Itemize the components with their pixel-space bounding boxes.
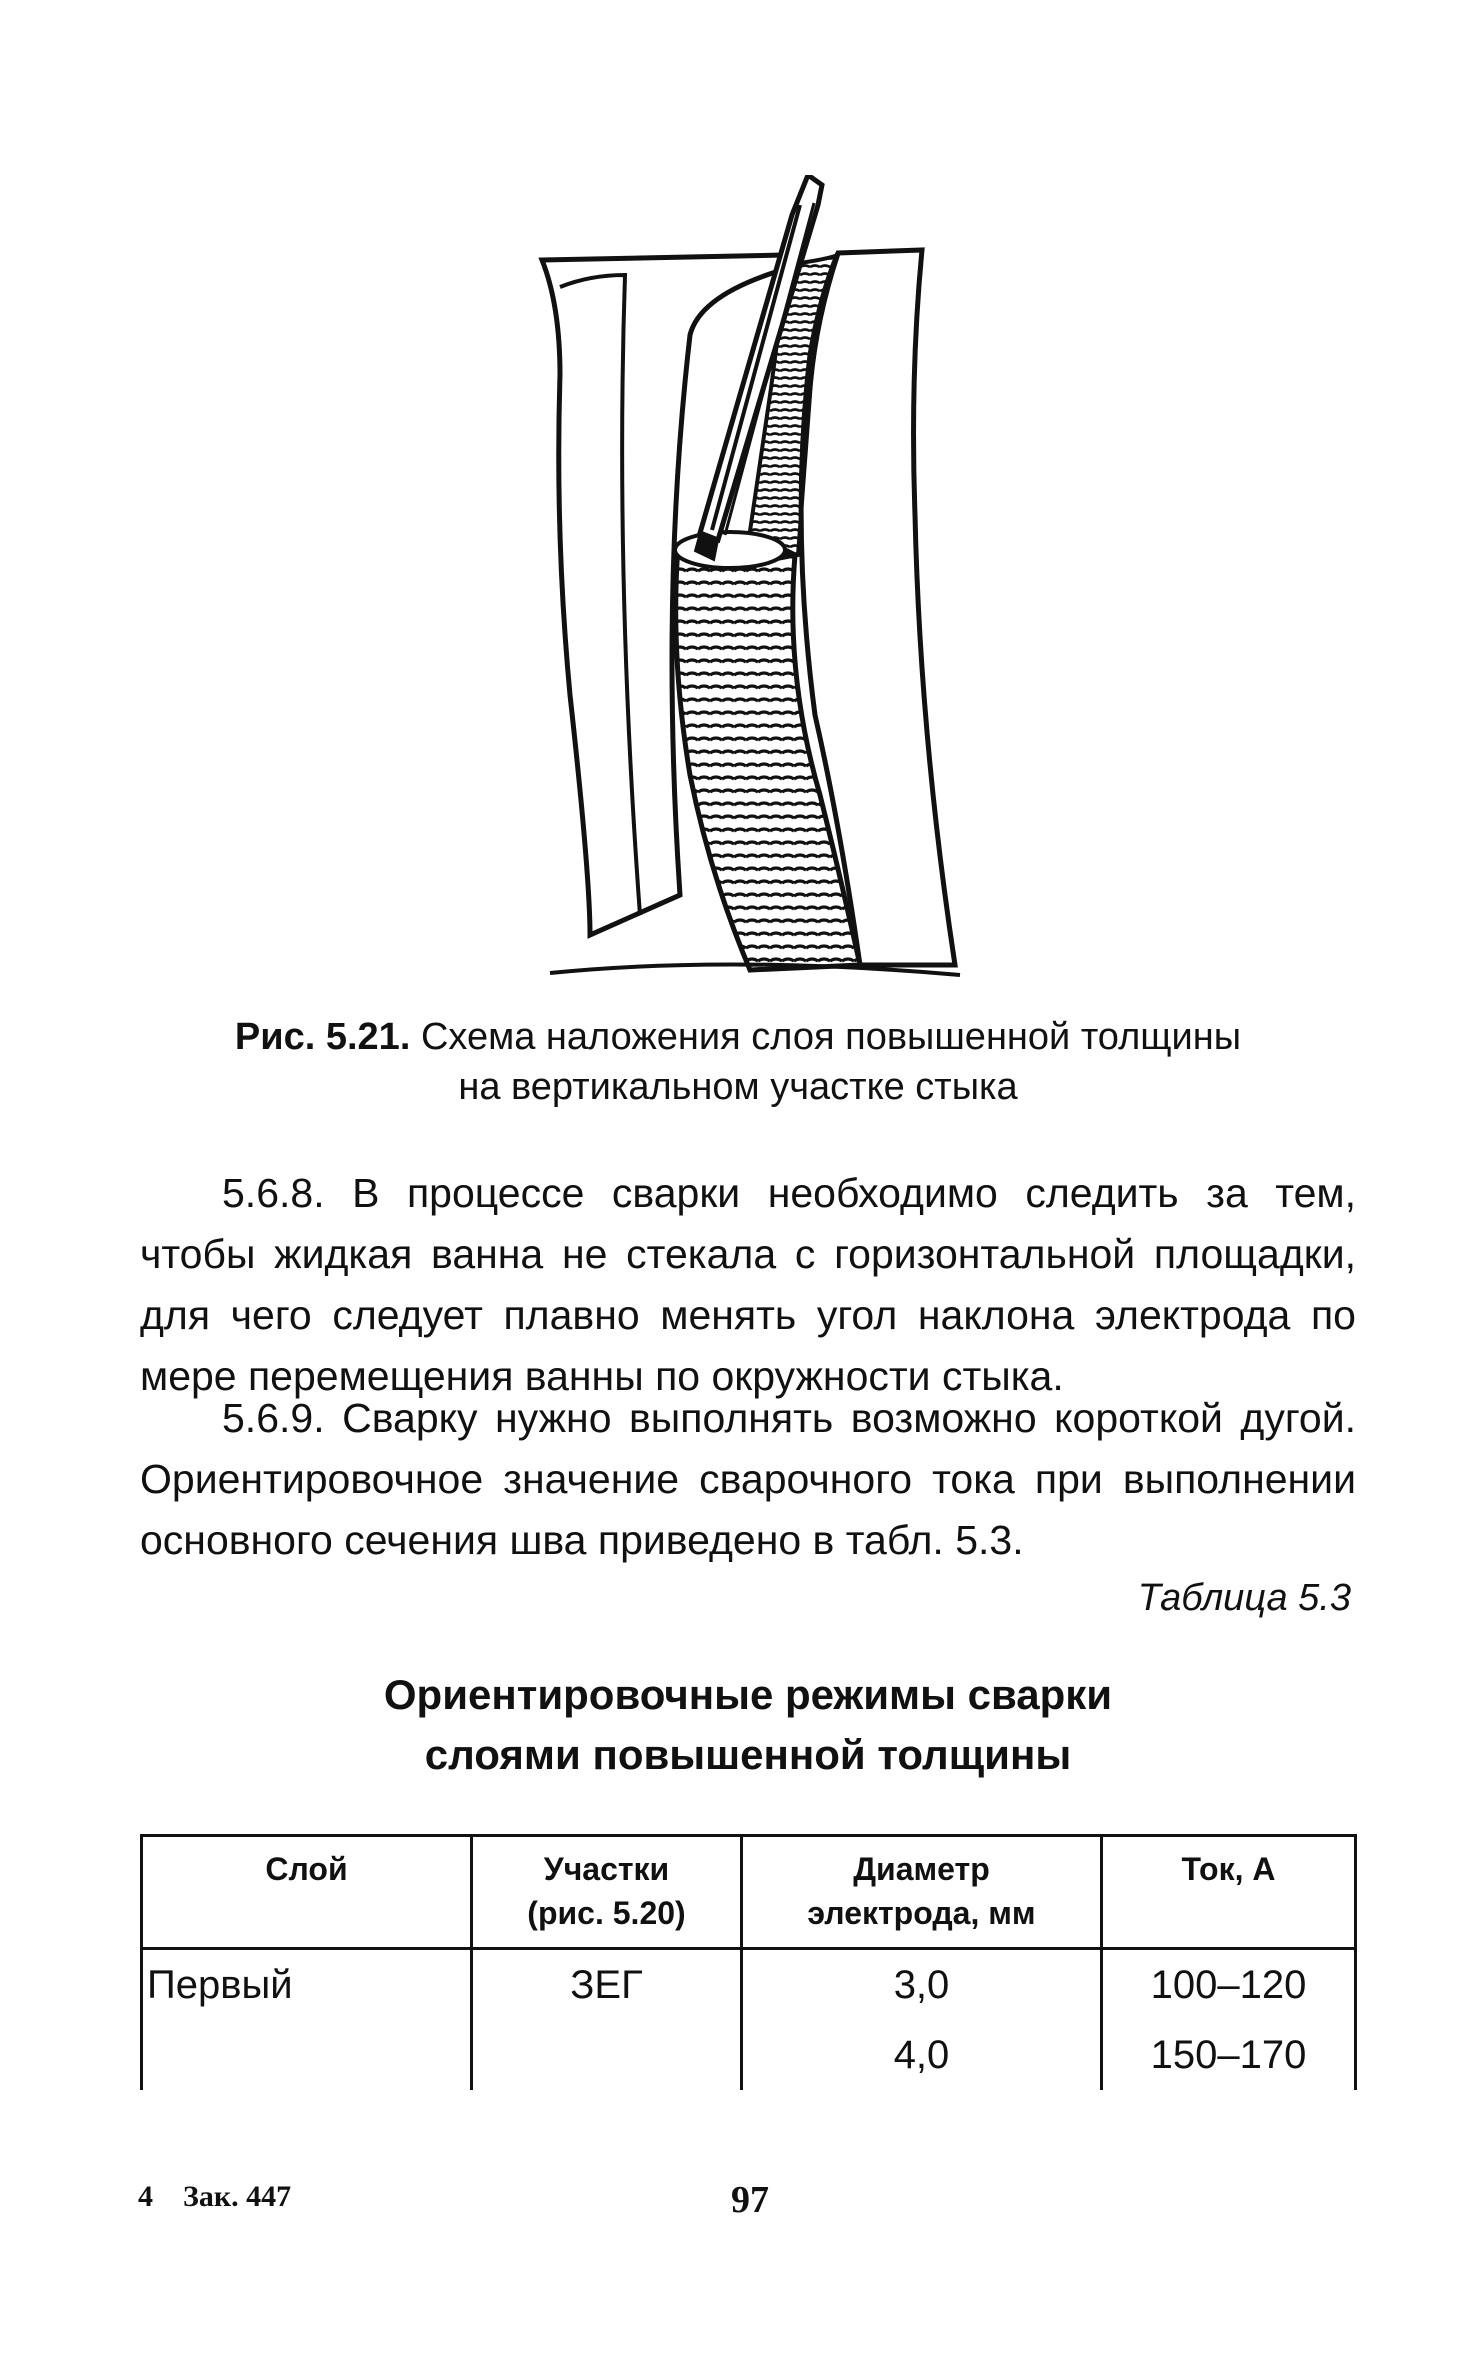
welding-modes-table (140, 1834, 1357, 2090)
cell-sections (472, 2020, 742, 2090)
header-sections: Участки (рис. 5.20) (472, 1836, 742, 1949)
figure-label: Рис. 5.21. (234, 1016, 411, 1058)
cell-sections: ЗЕГ (472, 1949, 742, 2021)
cell-layer (142, 2020, 472, 2090)
weld-pool (675, 532, 785, 568)
figure-caption (150, 1012, 1326, 1112)
cell-diameter: 4,0 (742, 2020, 1102, 2090)
table-title (140, 1665, 1356, 1785)
header-diameter: Диаметр электрода, мм (742, 1836, 1102, 1949)
table-row (142, 2020, 1356, 2090)
header-layer: Слой (142, 1836, 472, 1949)
paragraph-5-6-9 (140, 1388, 1356, 1571)
page-number: 97 (731, 2179, 769, 2221)
table-title-line2: слоями повышенной толщины (424, 1731, 1072, 1778)
header-current: Ток, А (1102, 1836, 1356, 1949)
weld-joint-illustration (530, 175, 970, 985)
paragraph-text: 5.6.9. Сварку нужно выполнять возможно короткой дугой. Ориентировочное значение сварочного тока при выполнении основного сечения шва приведено в табл. 5.3. (140, 1395, 1356, 1563)
table-title-line1: Ориентировочные режимы сварки (383, 1671, 1113, 1718)
table-row (142, 1949, 1356, 2021)
paragraph-5-6-8 (140, 1163, 1356, 1407)
table-header-row (142, 1836, 1356, 1949)
cell-current: 100–120 (1102, 1949, 1356, 2021)
cell-current: 150–170 (1102, 2020, 1356, 2090)
cell-diameter: 3,0 (742, 1949, 1102, 2021)
cell-layer: Первый (142, 1949, 472, 2021)
figure-caption-line1: Схема наложения слоя повышенной толщины (420, 1016, 1242, 1058)
table-label: Таблица 5.3 (1137, 1577, 1351, 1619)
paragraph-text: 5.6.8. В процессе сварки необходимо следить за тем, чтобы жидкая ванна не стекала с горизонтальной площадки, для чего следует плавно менять угол наклона электрода по мере перемещения ванны по окружности стыка. (140, 1170, 1356, 1399)
order-number: Зак. 447 (183, 2180, 292, 2213)
signature-number: 4 (138, 2180, 153, 2213)
figure-caption-line2: на вертикальном участке стыка (458, 1066, 1018, 1108)
print-signature (138, 2180, 291, 2214)
figure-5-21 (530, 175, 970, 985)
